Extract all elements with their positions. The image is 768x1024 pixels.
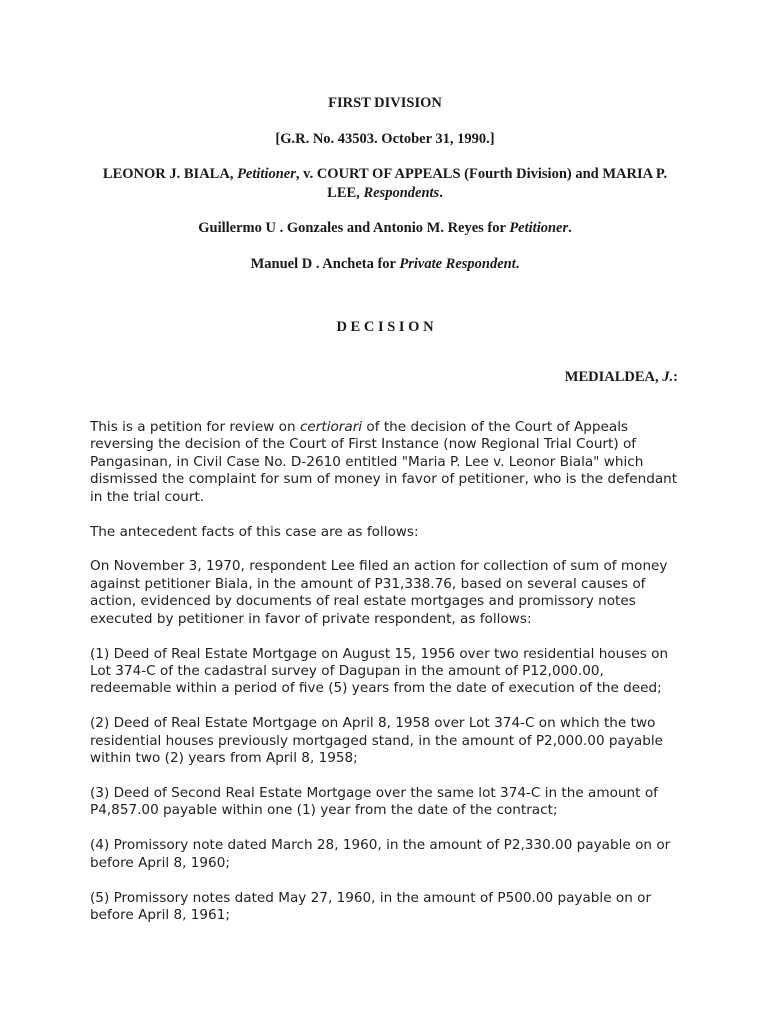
ponente-name: MEDIALDEA, bbox=[564, 369, 663, 385]
intro-text-b: of the decision of the Court of Appeals reversing the decision of the Court of First Instance (now Regional Trial Court) of Pangasinan, in Civil Case No. D-2610 entitled "Maria P. Lee v. Leonor Biala" which dismissed the complaint for sum of money in favor of petitioner, who is the defendant in the trial court. bbox=[90, 419, 678, 505]
ponente bbox=[565, 369, 678, 386]
counsel-respondent bbox=[86, 255, 684, 274]
counsel-respondent-role: Private Respondent bbox=[399, 256, 516, 272]
counsel-petitioner-end: . bbox=[568, 220, 572, 236]
counsel-respondent-names: Manuel D . Ancheta for bbox=[250, 256, 400, 272]
counsel-respondent-end: . bbox=[515, 256, 520, 272]
ponente-title: J. bbox=[662, 369, 674, 385]
respondent-role: Respondents bbox=[363, 185, 440, 201]
paragraph-antecedent: The antecedent facts of this case are as follows: bbox=[90, 523, 419, 540]
list-item: (5) Promissory notes dated May 27, 1960, in the amount of P500.00 payable on or before April 8, 1961; bbox=[90, 889, 652, 924]
decision-body bbox=[90, 419, 682, 942]
case-parties bbox=[86, 165, 684, 203]
petitioner-role: Petitioner bbox=[237, 166, 296, 182]
paragraph-facts: On November 3, 1970, respondent Lee filed an action for collection of sum of money against petitioner Biala, in the amount of P31,338.76, based on several causes of action, evidenced by documents of real estate mortgages and promissory notes executed by petitioner in favor of private respondent, as follows: bbox=[90, 558, 668, 627]
list-item: (3) Deed of Second Real Estate Mortgage over the same lot 374-C in the amount of P4,857.00 payable within one (1) year from the date of the contract; bbox=[90, 785, 658, 819]
ponente-end: : bbox=[673, 369, 678, 385]
paragraph-intro bbox=[90, 419, 682, 506]
petitioner-name: LEONOR J. BIALA, bbox=[102, 166, 238, 182]
decision-heading: D E C I S I O N bbox=[336, 319, 434, 335]
list-item: (1) Deed of Real Estate Mortgage on August 15, 1956 over two residential houses on Lot 374-C of the cadastral survey of Dagupan in the amount of P12,000.00, redeemable within a period of five (5) years from the date of execution of the deed; bbox=[90, 645, 669, 697]
case-number: [G.R. No. 43503. October 31, 1990.] bbox=[275, 131, 495, 147]
counsel-petitioner-names: Guillermo U . Gonzales and Antonio M. Reyes for bbox=[198, 220, 510, 236]
intro-text-a: This is a petition for review on bbox=[90, 419, 300, 435]
parties-end: . bbox=[439, 185, 443, 201]
counsel-petitioner bbox=[86, 219, 684, 238]
versus-text: , v. COURT OF APPEALS (Fourth Division) and MARIA P. LEE, bbox=[295, 166, 668, 201]
list-item: (2) Deed of Real Estate Mortgage on April 8, 1958 over Lot 374-C on which the two residential houses previously mortgaged stand, in the amount of P2,000.00 payable within two (2) years from April 8, 1958; bbox=[90, 715, 664, 767]
division-heading: FIRST DIVISION bbox=[328, 95, 442, 111]
counsel-petitioner-role: Petitioner bbox=[509, 220, 569, 236]
certiorari-term: certiorari bbox=[299, 419, 363, 435]
list-item: (4) Promissory note dated March 28, 1960, in the amount of P2,330.00 payable on or before April 8, 1960; bbox=[90, 837, 671, 871]
